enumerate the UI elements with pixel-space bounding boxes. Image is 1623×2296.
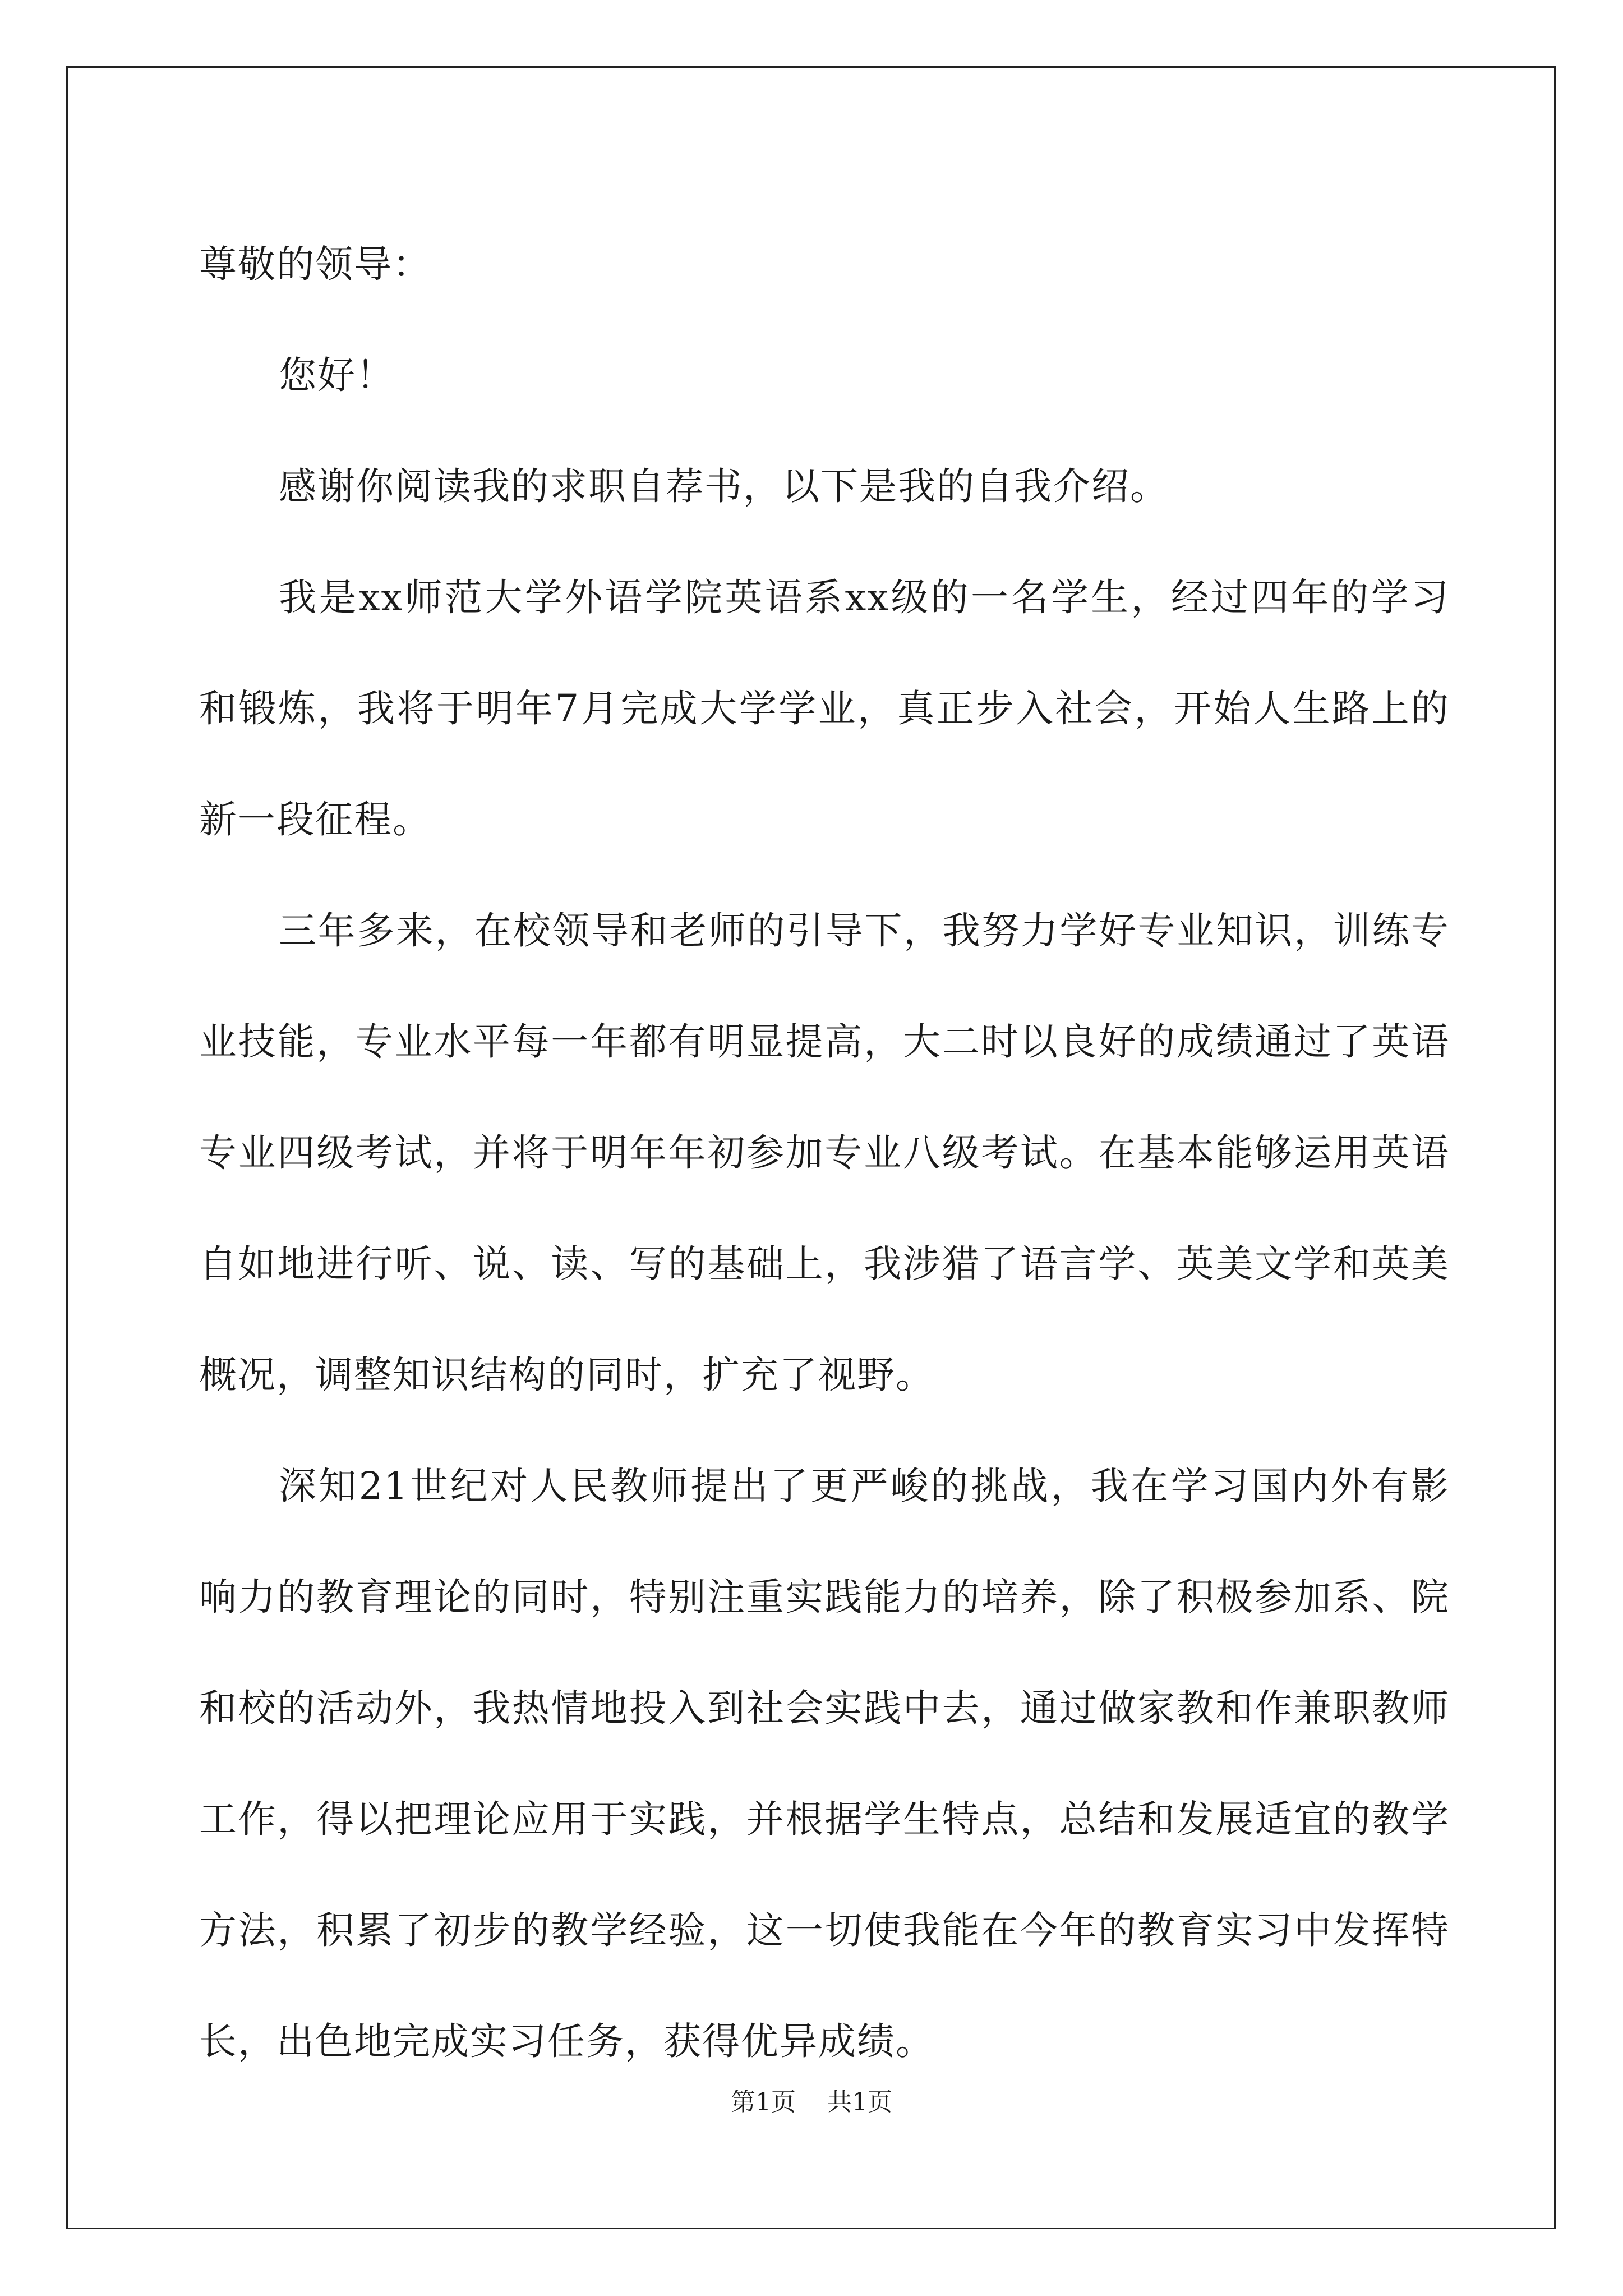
page-number: 第1页 xyxy=(731,2088,796,2116)
paragraph-practice: 深知21世纪对人民教师提出了更严峻的挑战，我在学习国内外有影响力的教育理论的同时，特别注重实践能力的培养，除了积极参加系、院和校的活动外，我热情地投入到社会实践中去，通过做家教和作兼职教师工作，得以把理论应用于实践，并根据学生特点，总结和发展适宜的教学方法，积累了初步的教学经验，这一切使我能在今年的教育实习中发挥特长，出色地完成实习任务，获得优异成绩。 xyxy=(199,1464,1450,2063)
page-footer xyxy=(0,2086,1623,2119)
salutation: 尊敬的领导： xyxy=(199,242,431,286)
greeting: 您好！ xyxy=(279,353,395,397)
page-total: 共1页 xyxy=(827,2088,892,2116)
letter-body xyxy=(199,209,1450,2097)
paragraph-background: 我是xx师范大学外语学院英语系xx级的一名学生，经过四年的学习和锻炼，我将于明年7月完成大学学业，真正步入社会，开始人生路上的新一段征程。 xyxy=(199,576,1450,841)
paragraph-intro: 感谢你阅读我的求职自荐书，以下是我的自我介绍。 xyxy=(279,464,1169,508)
paragraph-studies: 三年多来，在校领导和老师的引导下，我努力学好专业知识，训练专业技能，专业水平每一年都有明显提高，大二时以良好的成绩通过了英语专业四级考试，并将于明年年初参加专业八级考试。在基本能够运用英语自如地进行听、说、读、写的基础上，我涉猎了语言学、英美文学和英美概况，调整知识结构的同时，扩充了视野。 xyxy=(199,909,1450,1397)
